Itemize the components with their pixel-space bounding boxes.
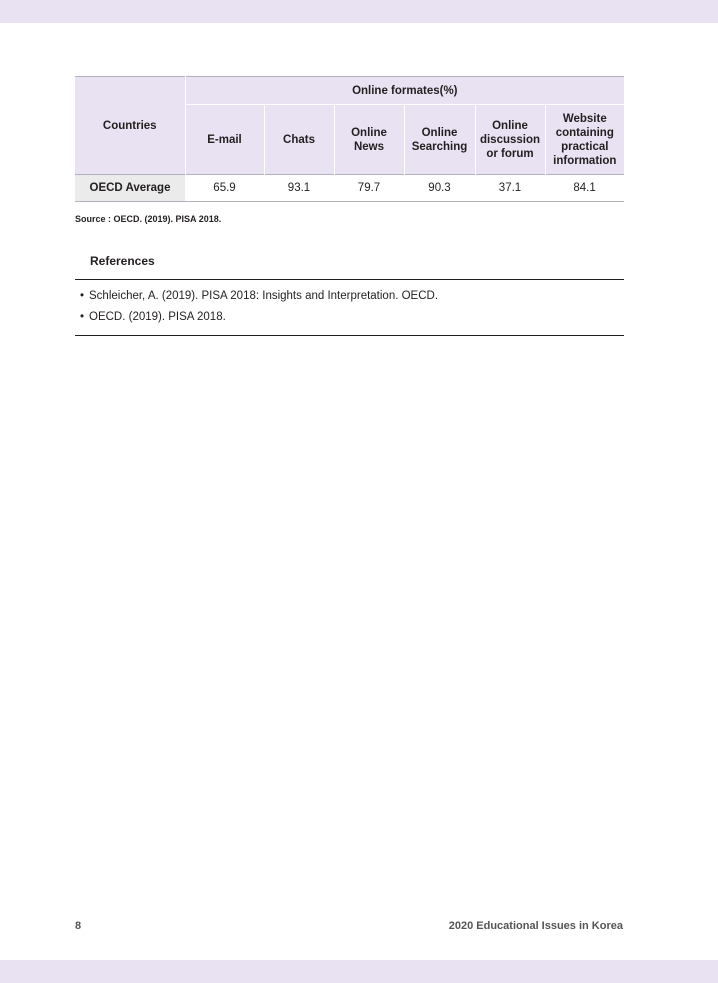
bullet-icon: • (79, 311, 85, 323)
table-cell: 37.1 (475, 175, 545, 202)
list-item (75, 288, 438, 309)
footer-title: 2020 Educational Issues in Korea (448, 920, 623, 932)
reference-text: OECD. (2019). PISA 2018. (89, 311, 226, 323)
table-cell: 90.3 (404, 175, 475, 202)
column-header-online-searching: Online Searching (404, 105, 475, 175)
table-cell: 79.7 (334, 175, 404, 202)
table-row (75, 175, 624, 202)
list-item (75, 309, 438, 330)
bullet-icon: • (79, 290, 85, 302)
divider (75, 279, 624, 280)
table-cell: 65.9 (185, 175, 264, 202)
references-list (75, 288, 438, 330)
row-label-oecd-average: OECD Average (75, 175, 185, 202)
table-cell: 93.1 (264, 175, 334, 202)
divider (75, 335, 624, 336)
online-formats-table (75, 76, 624, 202)
column-header-chats: Chats (264, 105, 334, 175)
references-heading: References (90, 254, 155, 268)
source-note: Source : OECD. (2019). PISA 2018. (75, 214, 222, 224)
page-number: 8 (75, 920, 82, 932)
online-formats-group-header: Online formates(%) (185, 77, 624, 105)
countries-header: Countries (75, 77, 185, 175)
column-header-email: E-mail (185, 105, 264, 175)
bottom-band (0, 960, 718, 983)
top-band (0, 0, 718, 23)
table-cell: 84.1 (545, 175, 624, 202)
column-header-online-discussion: Online discussion or forum (475, 105, 545, 175)
reference-text: Schleicher, A. (2019). PISA 2018: Insights and Interpretation. OECD. (89, 290, 439, 302)
column-header-practical-website: Website containing practical information (545, 105, 624, 175)
column-header-online-news: Online News (334, 105, 404, 175)
